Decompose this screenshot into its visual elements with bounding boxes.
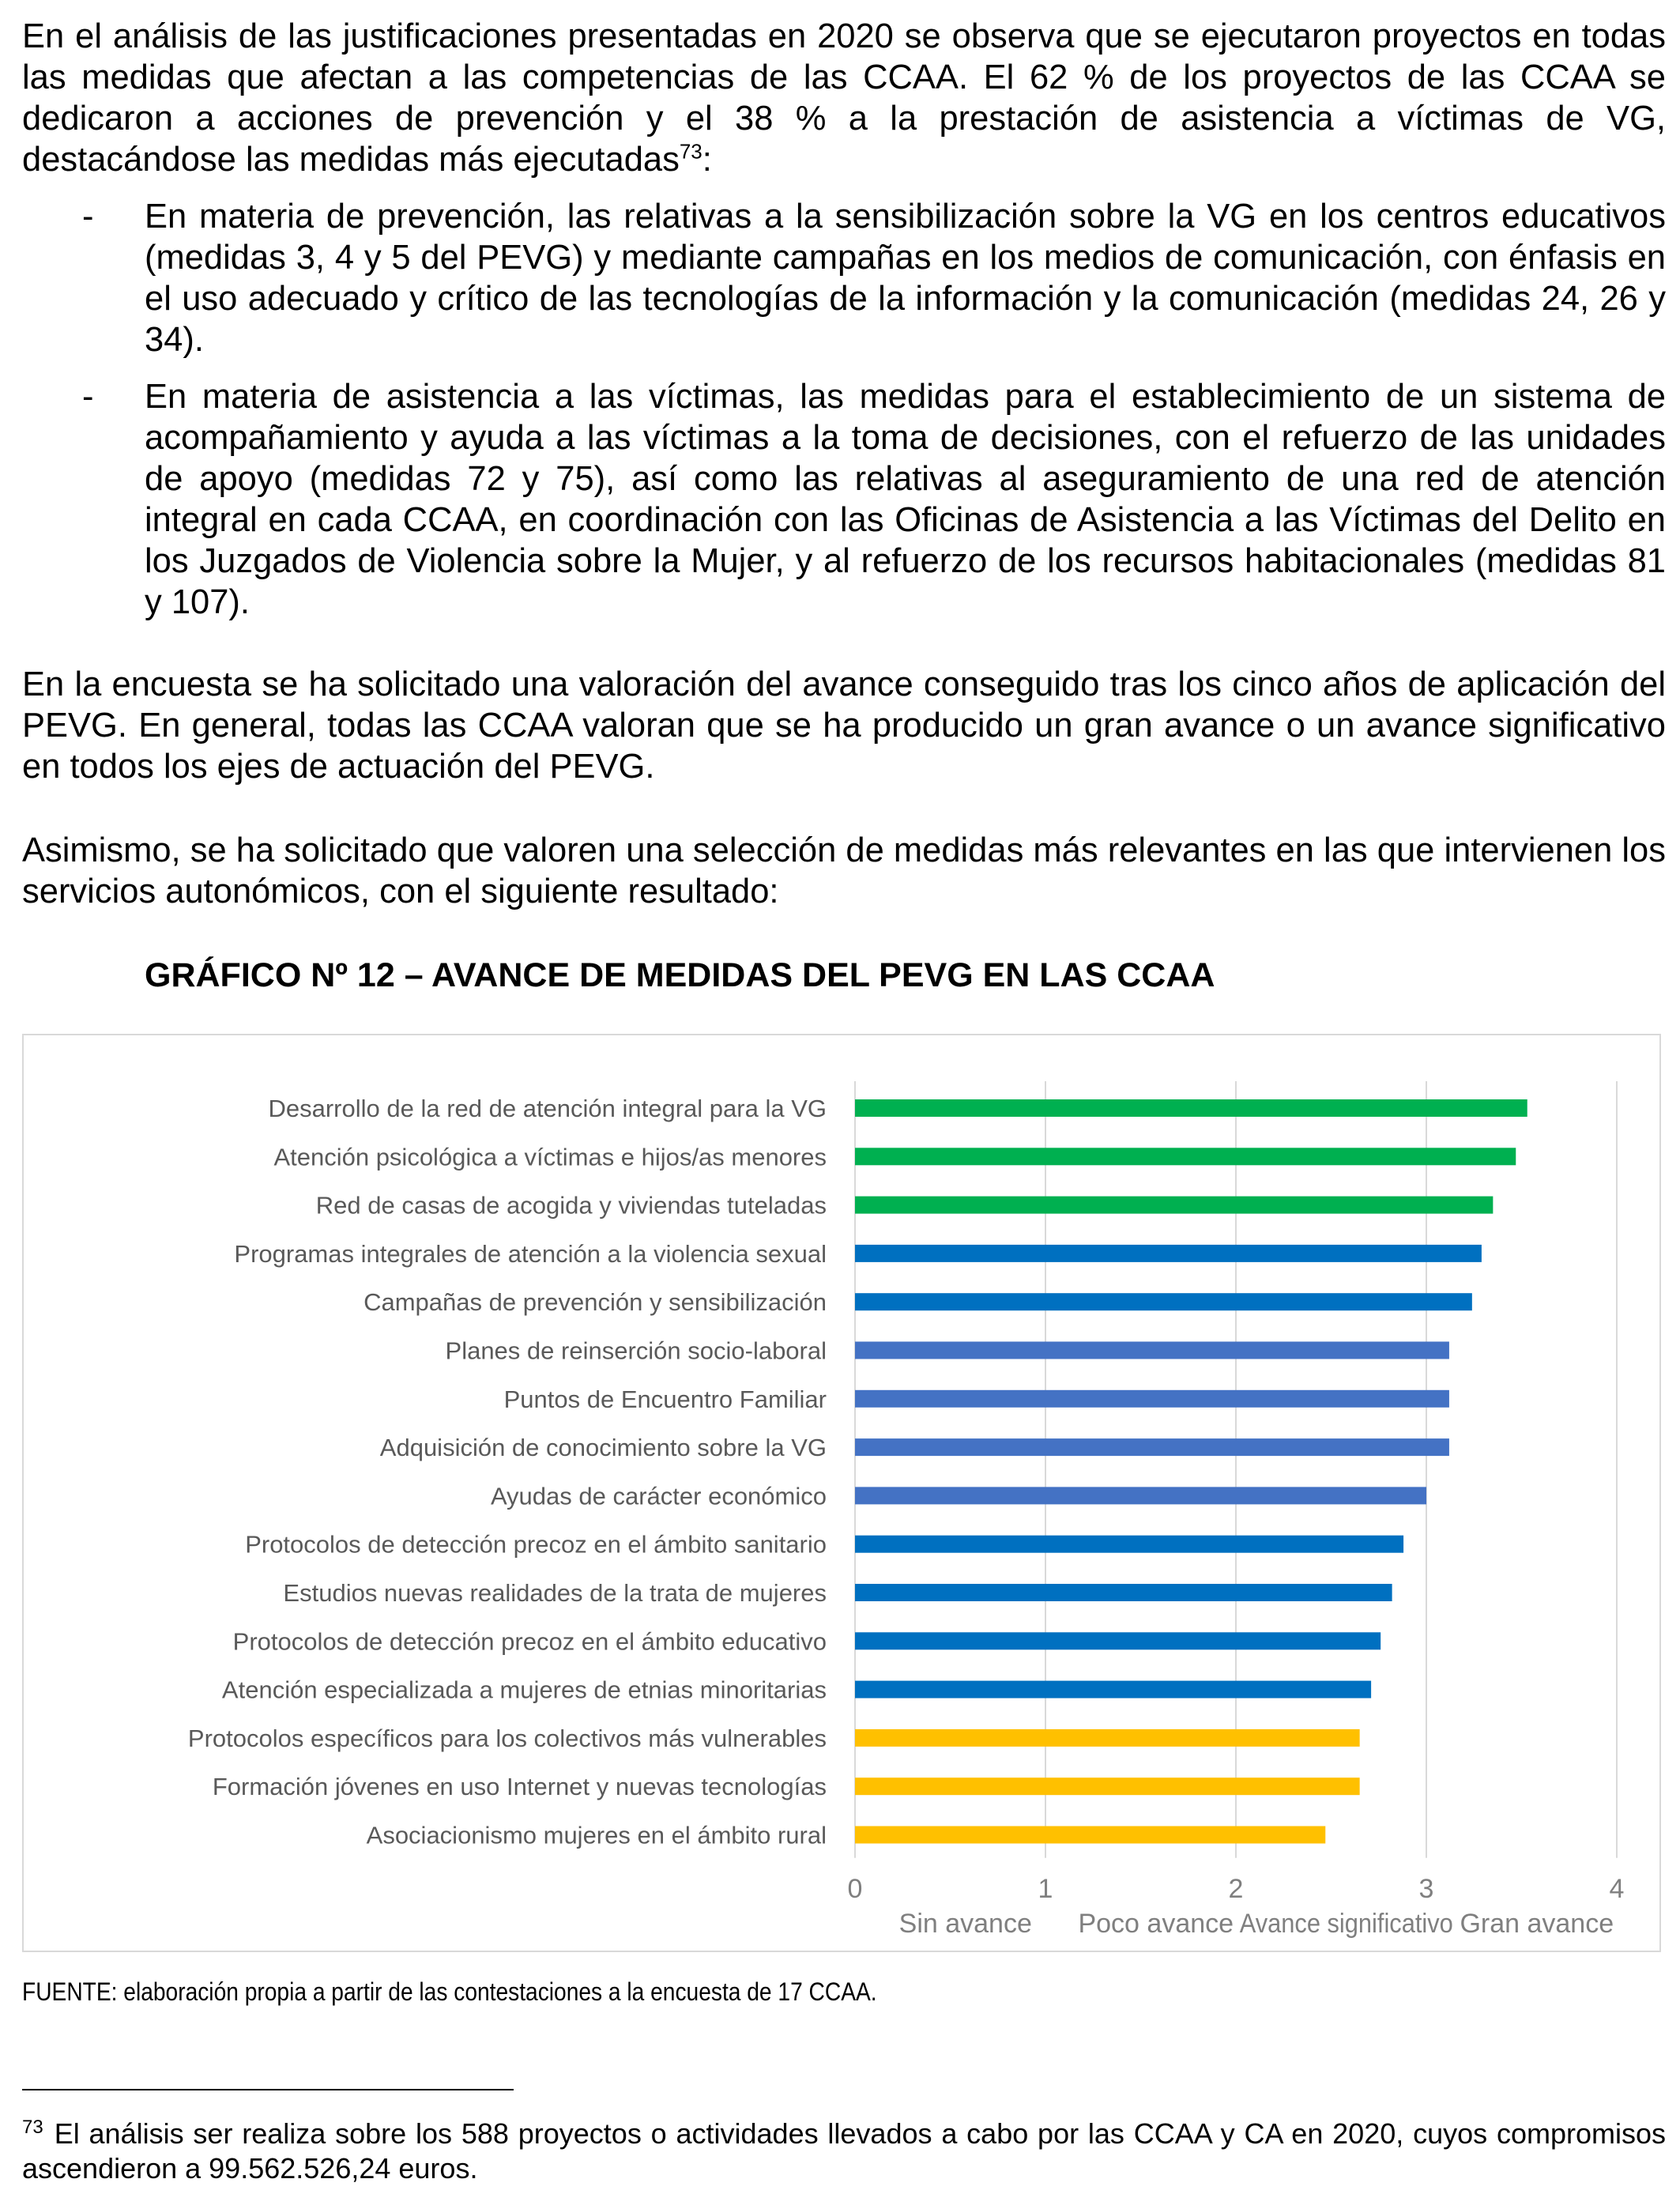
- survey-paragraph: En la encuesta se ha solicitado una valoración del avance conseguido tras los cinco años de aplicación del PEVG. En general, todas las CCAA valoran que se ha producido un gran avance o un avance significativo en todos los ejes de actuación del PEVG.: [22, 665, 1666, 786]
- bar: [855, 1536, 1403, 1553]
- intro-paragraph: En el análisis de las justificaciones presentadas en 2020 se observa que se ejecutaron proyectos en todas las medidas que afectan a las competencias de las CCAA. El 62 % de los proyectos de las CCAA se dedicaron a acciones de prevención y el 38 % a la prestación de asistencia a víctimas de VG, destacándose las medidas más ejecutadas$^{73}$:: [22, 17, 1666, 179]
- bar: [855, 1197, 1493, 1214]
- x-axis-category-label: Poco avance: [1078, 1908, 1234, 1939]
- chart-source: FUENTE: elaboración propia a partir de las contestaciones a la encuesta de 17 CCAA.: [22, 1977, 877, 2006]
- category-label: Campañas de prevención y sensibilización: [363, 1288, 827, 1317]
- category-label: Planes de reinserción socio-laboral: [445, 1336, 827, 1365]
- category-label: Atención especializada a mujeres de etnias minoritarias: [221, 1676, 827, 1704]
- bar: [855, 1729, 1360, 1747]
- bar: [855, 1777, 1360, 1795]
- chart-svg: [24, 1035, 1663, 1954]
- category-label: Ayudas de carácter económico: [490, 1482, 827, 1510]
- footnote-divider: [22, 2089, 514, 2090]
- category-label: Asociacionismo mujeres en el ámbito rural: [366, 1821, 827, 1849]
- category-label: Programas integrales de atención a la violencia sexual: [234, 1239, 827, 1268]
- bar: [855, 1487, 1426, 1504]
- bar: [855, 1438, 1449, 1456]
- chart-title: GRÁFICO Nº 12 – AVANCE DE MEDIDAS DEL PEVG EN LAS CCAA: [145, 956, 1215, 994]
- list-item: - En materia de asistencia a las víctimas, las medidas para el establecimiento de un sistema de acompañamiento y ayuda a las víctimas a la toma de decisiones, con el refuerzo de las unidades de apoyo (medidas 72 y 75), así como las relativas al aseguramiento de una red de atención integral en cada CCAA, en coordinación con las Oficinas de Asistencia a las Víctimas del Delito en los Juzgados de Violencia sobre la Mujer, y al refuerzo de los recursos habitacionales (medidas 81 y 107).: [82, 378, 1666, 621]
- x-tick-label: 3: [1418, 1873, 1434, 1904]
- x-axis-category-label: Avance significativo: [1239, 1908, 1453, 1939]
- x-tick-label: 0: [847, 1873, 863, 1904]
- x-tick-label: 2: [1228, 1873, 1244, 1904]
- footnote: $^{73}$ El análisis ser realiza sobre los 588 proyectos o actividades llevados a cabo por las CCAA y CA en 2020, cuyos compromisos ascendieron a 99.562.526,24 euros.: [22, 2117, 1666, 2185]
- document-page: [22, 16, 1666, 2185]
- selection-paragraph: Asimismo, se ha solicitado que valoren una selección de medidas más relevantes en las que intervienen los servicios autonómicos, con el siguiente resultado:: [22, 831, 1666, 910]
- category-label: Puntos de Encuentro Familiar: [503, 1385, 827, 1413]
- x-axis-category-label: Sin avance: [898, 1908, 1032, 1939]
- bar: [855, 1148, 1516, 1165]
- bar-chart: [22, 1034, 1661, 1952]
- bar: [855, 1342, 1449, 1359]
- category-label: Red de casas de acogida y viviendas tuteladas: [315, 1191, 827, 1220]
- category-label: Protocolos específicos para los colectivos más vulnerables: [187, 1724, 827, 1752]
- bar: [855, 1390, 1449, 1408]
- bar: [855, 1632, 1381, 1649]
- category-label: Estudios nuevas realidades de la trata de mujeres: [283, 1579, 827, 1607]
- bar: [855, 1681, 1371, 1698]
- measures-list: [22, 196, 1666, 623]
- category-label: Protocolos de detección precoz en el ámbito educativo: [232, 1627, 827, 1656]
- bar: [855, 1245, 1482, 1262]
- bar: [855, 1099, 1527, 1117]
- category-label: Atención psicológica a víctimas e hijos/as menores: [273, 1143, 827, 1171]
- category-label: Adquisición de conocimiento sobre la VG: [379, 1434, 827, 1462]
- bar: [855, 1293, 1472, 1310]
- bar: [855, 1584, 1392, 1601]
- x-axis-category-label: Gran avance: [1460, 1908, 1614, 1939]
- x-tick-label: 4: [1609, 1873, 1625, 1904]
- list-item: - En materia de prevención, las relativas a la sensibilización sobre la VG en los centros educativos (medidas 3, 4 y 5 del PEVG) y mediante campañas en los medios de comunicación, con énfasis en el uso adecuado y crítico de las tecnologías de la información y la comunicación (medidas 24, 26 y 34).: [82, 198, 1666, 359]
- footnote-ref[interactable]: 73: [679, 139, 703, 164]
- category-label: Formación jóvenes en uso Internet y nuevas tecnologías: [212, 1773, 827, 1801]
- category-label: Desarrollo de la red de atención integral para la VG: [268, 1095, 827, 1122]
- category-label: Protocolos de detección precoz en el ámbito sanitario: [245, 1530, 827, 1559]
- bar: [855, 1826, 1325, 1844]
- x-tick-label: 1: [1038, 1873, 1053, 1904]
